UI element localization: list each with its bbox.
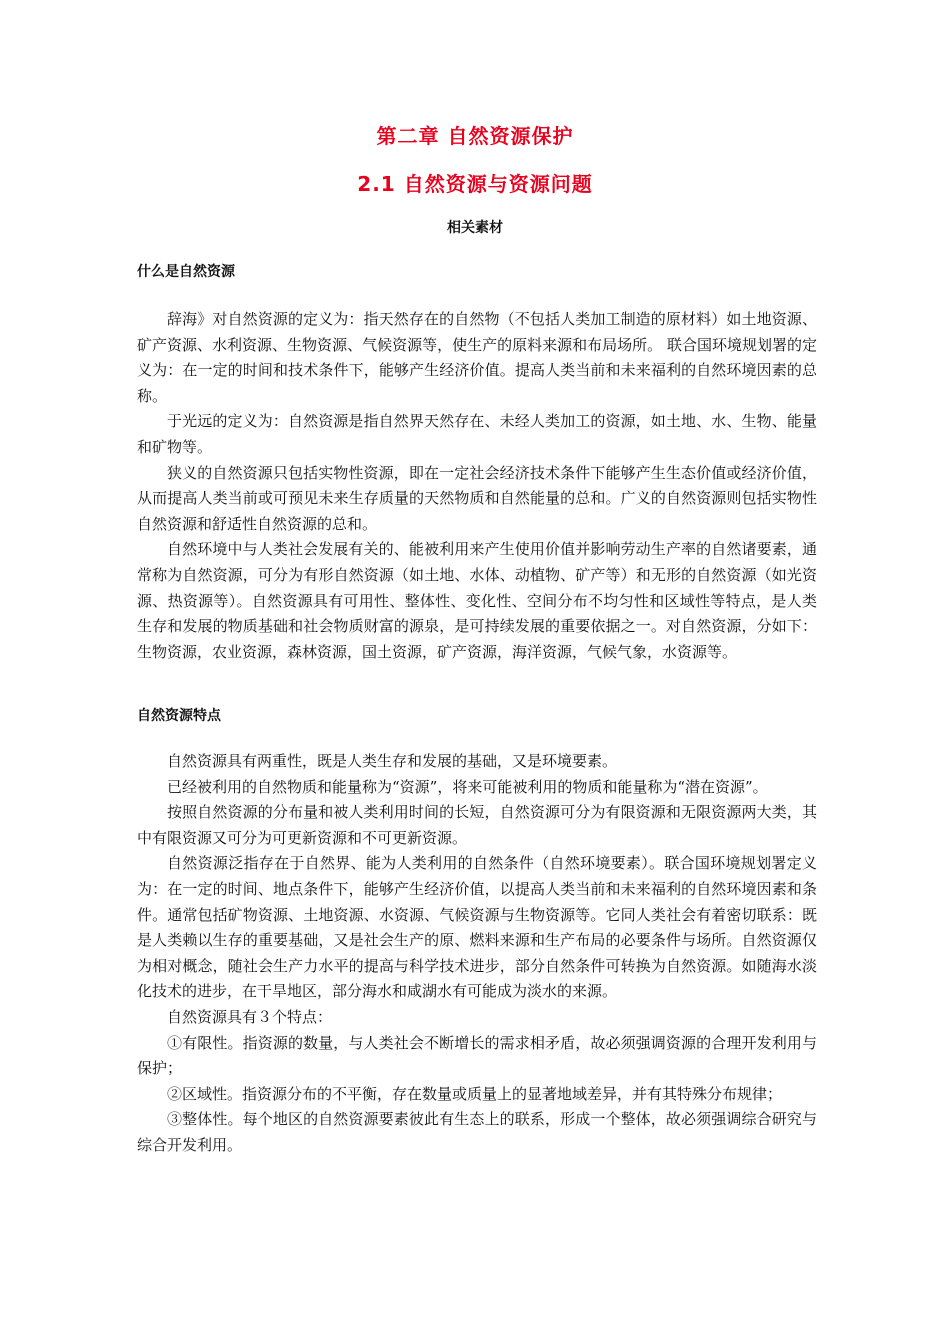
paragraph: 辞海》对自然资源的定义为：指天然存在的自然物（不包括人类加工制造的原材料）如土地资源、矿产资源、水利资源、生物资源、气候资源等，使生产的原料来源和布局场所。 联合国环境规划署的定义为：在一定的时间和技术条件下，能够产生经济价值。提高人类当前和未来福利的自然环境因素的总称。	[137, 310, 817, 405]
paragraph: 自然资源具有３个特点：	[167, 1007, 333, 1026]
section-heading-what-is: 什么是自然资源	[137, 264, 235, 280]
section-heading-characteristics: 自然资源特点	[137, 708, 221, 724]
paragraph: 于光远的定义为：自然资源是指自然界天然存在、未经人类加工的资源，如土地、水、生物、能量和矿物等。	[137, 412, 817, 456]
paragraph: 已经被利用的自然物质和能量称为“资源”，将来可能被利用的物质和能量称为“潜在资源”。	[167, 777, 768, 796]
list-item: ③整体性。每个地区的自然资源要素彼此有生态上的联系，形成一个整体，故必须强调综合研究与综合开发利用。	[137, 1110, 817, 1154]
list-item: ②区域性。指资源分布的不平衡，存在数量或质量上的显著地域差异，并有其特殊分布规律；	[167, 1084, 783, 1103]
paragraph: 自然环境中与人类社会发展有关的、能被利用来产生使用价值并影响劳动生产率的自然诸要素，通常称为自然资源，可分为有形自然资源（如土地、水体、动植物、矿产等）和无形的自然资源（如光资源、热资源等）。自然资源具有可用性、整体性、变化性、空间分布不均匀性和区域性等特点，是人类生存和发展的物质基础和社会物质财富的源泉，是可持续发展的重要依据之一。对自然资源，分如下：生物资源，农业资源，森林资源，国土资源，矿产资源，海洋资源，气候气象，水资源等。	[137, 540, 817, 661]
paragraph: 按照自然资源的分布量和被人类利用时间的长短，自然资源可分为有限资源和无限资源两大类，其中有限资源又可分为可更新资源和不可更新资源。	[137, 803, 817, 847]
section-body-characteristics	[137, 749, 817, 1159]
paragraph: 狭义的自然资源只包括实物性资源，即在一定社会经济技术条件下能够产生生态价值或经济价值，从而提高人类当前或可预见未来生存质量的天然物质和自然能量的总和。广义的自然资源则包括实物性自然资源和舒适性自然资源的总和。	[137, 463, 817, 533]
section-title: 2.1 自然资源与资源问题	[357, 172, 593, 196]
paragraph: 自然资源泛指存在于自然界、能为人类利用的自然条件（自然环境要素）。联合国环境规划署定义为：在一定的时间、地点条件下，能够产生经济价值，以提高人类当前和未来福利的自然环境因素和条件。通常包括矿物资源、土地资源、水资源、气候资源与生物资源等。它同人类社会有着密切联系：既是人类赖以生存的重要基础，又是社会生产的原、燃料来源和生产布局的必要条件与场所。自然资源仅为相对概念，随社会生产力水平的提高与科学技术进步，部分自然条件可转换为自然资源。如随海水淡化技术的进步，在干旱地区，部分海水和咸湖水有可能成为淡水的来源。	[137, 854, 817, 1001]
section-body-what-is	[137, 307, 817, 665]
chapter-title: 第二章 自然资源保护	[376, 124, 574, 148]
paragraph: 自然资源具有两重性，既是人类生存和发展的基础，又是环境要素。	[167, 752, 618, 770]
document-subtitle: 相关素材	[447, 220, 503, 236]
list-item: ①有限性。指资源的数量，与人类社会不断增长的需求相矛盾，故必须强调资源的合理开发利用与保护；	[137, 1033, 817, 1078]
